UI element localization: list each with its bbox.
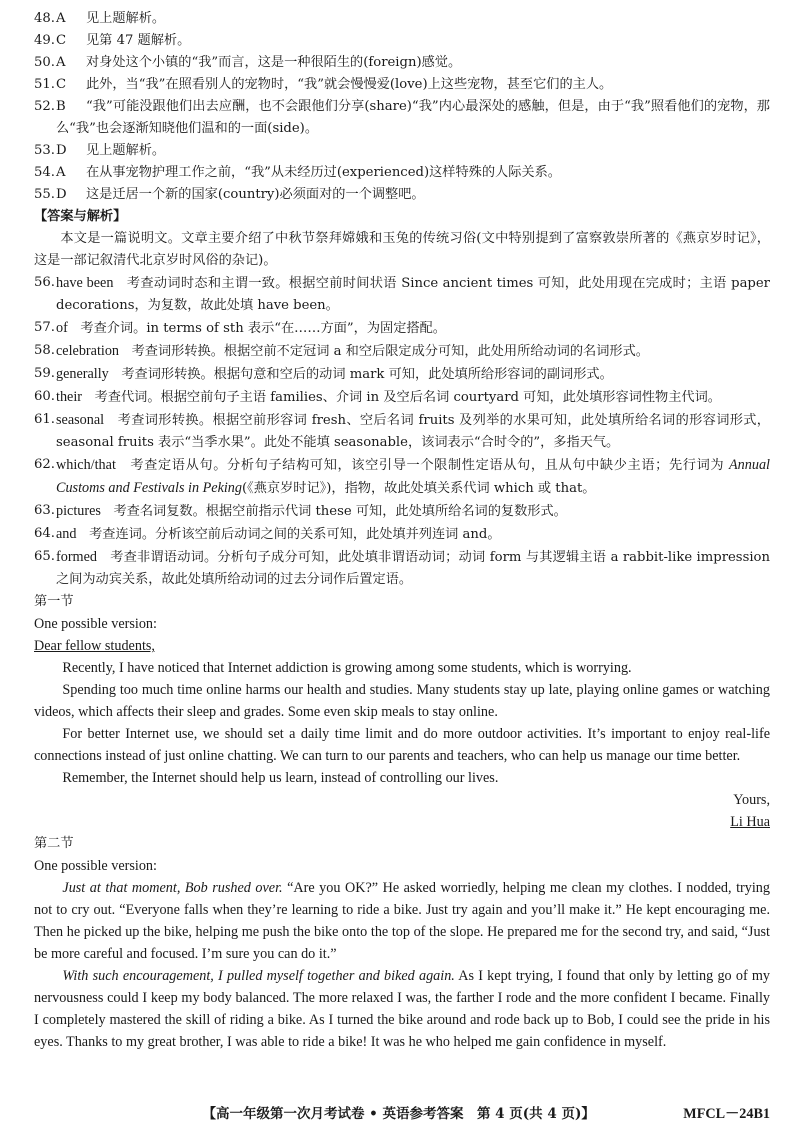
- answer-item: [34, 96, 770, 140]
- answer-item: [34, 454, 770, 500]
- answer-number: 48.: [34, 11, 55, 26]
- answer-key: their: [56, 389, 82, 405]
- answer-number: 49.: [34, 33, 55, 48]
- answer-item: [34, 546, 770, 591]
- writing-section-1: [34, 591, 770, 833]
- answer-item: [34, 363, 770, 386]
- letter-closing: Yours,: [733, 792, 770, 808]
- paragraph-opening: Just at that moment, Bob rushed over.: [62, 880, 283, 896]
- answer-letter: B: [56, 99, 66, 114]
- answer-text-tail: (《燕京岁时记》)，指物，故此处填关系代词 which 或 that。: [242, 481, 596, 496]
- story-paragraph: With such encouragement, I pulled myself together and biked again. As I kept trying, I found that only by letting go of my nervousness could I keep my body balanced. The more relaxed I was, the farther I rode and the more confident I became. Finally I completely mastered the skill of riding a bike. As I turned the bike around and rode back up to Bob, I could see the pride in his eyes. Thanks to my great brother, I was able to ride a bike! It was he who helped me gain confidence in myself.: [34, 968, 771, 1050]
- answer-text: 考查连词。分析该空前后动词之间的关系可知，此处填并列连词 and。: [89, 527, 501, 542]
- answer-text: 在从事宠物护理工作之前，“我”从未经历过(experienced)这样特殊的人际关系。: [86, 165, 561, 180]
- answer-key: have been: [56, 275, 114, 291]
- answer-key: generally: [56, 366, 109, 382]
- answer-text: 对身处这个小镇的“我”而言，这是一种很陌生的(foreign)感觉。: [86, 55, 462, 70]
- analysis-heading: 【答案与解析】: [34, 209, 127, 224]
- analysis-intro: 本文是一篇说明文。文章主要介绍了中秋节祭拜嫦娥和玉兔的传统习俗(文中特别提到了富察敦崇所著的《燕京岁时记》，这是一部记叙清代北京岁时风俗的杂记)。: [34, 231, 770, 268]
- answer-item: [34, 409, 770, 454]
- answers-top-list: [34, 8, 770, 206]
- answer-item: [34, 184, 770, 206]
- answer-key: and: [56, 526, 77, 542]
- answer-letter: A: [56, 11, 66, 26]
- answer-number: 63.: [34, 503, 55, 518]
- answer-number: 58.: [34, 343, 55, 358]
- footer-code: MFCL－24B1: [683, 1106, 770, 1122]
- answer-item: [34, 30, 770, 52]
- story-paragraph: Just at that moment, Bob rushed over. “Are you OK?” He asked worriedly, helping me clean my clothes. I nodded, trying not to cry out. “Everyone falls when they’re learning to ride a bike. Just try again and you’ll make it.” He kept encouraging me. Then he picked up the bike, helping me push the bike onto the top of the slope. He prepared me for the second try, and said, “Just be more careful and focused. I’m sure you can do it.”: [34, 880, 770, 962]
- answers-fill-list: [34, 272, 770, 591]
- answer-text: 考查词形转换。根据空前形容词 fresh、空后名词 fruits 及列举的水果可知，此处填所给名词的形容词形式，seasonal fruits 表示“当季水果”。此处不能填 seasonable，该词表示“合时令的”，多指天气。: [56, 413, 770, 450]
- answer-number: 59.: [34, 366, 55, 381]
- answer-number: 60.: [34, 389, 55, 404]
- answer-number: 65.: [34, 549, 55, 564]
- answer-item: [34, 140, 770, 162]
- answer-number: 52.: [34, 99, 55, 114]
- essay-paragraph: Recently, I have noticed that Internet addiction is growing among some students, which is worrying.: [62, 660, 632, 676]
- answer-number: 50.: [34, 55, 55, 70]
- answer-item: [34, 52, 770, 74]
- page-footer: [34, 1103, 770, 1125]
- answer-number: 56.: [34, 275, 55, 290]
- version-label: One possible version:: [34, 858, 157, 874]
- answer-text: 考查介词。in terms of sth 表示“在……方面”，为固定搭配。: [80, 321, 446, 336]
- essay-paragraph: Spending too much time online harms our health and studies. Many students stay up late, playing online games or watching videos, which affects their sleep and grades. Some even skip meals to stay online.: [34, 682, 770, 720]
- answer-key: of: [56, 320, 68, 336]
- answer-item: [34, 272, 770, 317]
- answer-text: 考查词形转换。根据句意和空后的动词 mark 可知，此处填所给形容词的副词形式。: [121, 367, 613, 382]
- answer-item: [34, 8, 770, 30]
- answer-text: “我”可能没跟他们出去应酬，也不会跟他们分享(share)“我”内心最深处的感触，但是，由于“我”照看他们的宠物，那么“我”也会逐渐知晓他们温和的一面(side)。: [56, 99, 770, 136]
- answer-letter: C: [56, 77, 67, 92]
- answer-key: seasonal: [56, 412, 105, 428]
- answer-item: [34, 74, 770, 96]
- section-title: 第二节: [34, 836, 74, 851]
- writing-section-2: [34, 833, 770, 1053]
- answer-text: 考查非谓语动词。分析句子成分可知，此处填非谓语动词；动词 form 与其逻辑主语 a rabbit-like impression 之间为动宾关系，故此处填所给动词的过去分词作后置定语。: [56, 550, 770, 587]
- answer-letter: C: [56, 33, 67, 48]
- answer-item: [34, 386, 770, 409]
- answer-number: 53.: [34, 143, 55, 158]
- version-label: One possible version:: [34, 616, 157, 632]
- answer-number: 51.: [34, 77, 55, 92]
- answer-text: 这是迁居一个新的国家(country)必须面对的一个调整吧。: [86, 187, 425, 202]
- answer-letter: A: [56, 55, 66, 70]
- answer-key: celebration: [56, 343, 120, 359]
- answer-number: 64.: [34, 526, 55, 541]
- letter-greeting: Dear fellow students,: [34, 638, 155, 654]
- answer-item: [34, 317, 770, 340]
- answer-text: 见上题解析。: [86, 143, 166, 158]
- answer-letter: D: [56, 143, 67, 158]
- section-title: 第一节: [34, 594, 74, 609]
- book-title: Annual Customs and Festivals in Peking: [56, 457, 770, 496]
- answer-text: 此外，当“我”在照看别人的宠物时，“我”就会慢慢爱(love)上这些宠物，甚至它们的主人。: [86, 77, 613, 92]
- answer-number: 61.: [34, 412, 55, 427]
- answer-item: [34, 340, 770, 363]
- answer-letter: D: [56, 187, 67, 202]
- answer-key: pictures: [56, 503, 101, 519]
- essay-paragraph: Remember, the Internet should help us learn, instead of controlling our lives.: [62, 770, 499, 786]
- answer-number: 62.: [34, 457, 55, 472]
- answer-text: 见第 47 题解析。: [86, 33, 191, 48]
- answer-text: 考查定语从句。分析句子结构可知，该空引导一个限制性定语从句，且从句中缺少主语；先行词为: [130, 458, 730, 473]
- answer-number: 55.: [34, 187, 55, 202]
- answer-text: 考查词形转换。根据空前不定冠词 a 和空后限定成分可知，此处用所给动词的名词形式。: [131, 344, 649, 359]
- paragraph-opening: With such encouragement, I pulled myself together and biked again.: [62, 968, 455, 984]
- answer-letter: A: [56, 165, 66, 180]
- answer-page: [34, 8, 770, 1053]
- answer-text: 考查名词复数。根据空前指示代词 these 可知，此处填所给名词的复数形式。: [113, 504, 567, 519]
- answer-text: 见上题解析。: [86, 11, 166, 26]
- answer-text: 考查代词。根据空前句子主语 families、介词 in 及空后名词 courtyard 可知，此处填形容词性物主代词。: [94, 390, 721, 405]
- answer-item: [34, 523, 770, 546]
- letter-signature: Li Hua: [730, 814, 770, 830]
- footer-title: 【高一年级第一次月考试卷 • 英语参考答案 第 4 页(共 4 页)】: [202, 1106, 595, 1122]
- answer-item: [34, 500, 770, 523]
- answer-text: 考查动词时态和主谓一致。根据空前时间状语 Since ancient times 可知，此处用现在完成时；主语 paper decorations，为复数，故此处填 have been。: [56, 276, 770, 313]
- essay-paragraph: For better Internet use, we should set a daily time limit and do more outdoor activities. It’s important to enjoy real-life connections instead of just online chatting. We can turn to our parents and teachers, who can help us manage our time better.: [34, 726, 770, 764]
- answer-number: 54.: [34, 165, 55, 180]
- answer-item: [34, 162, 770, 184]
- answer-key: which/that: [56, 457, 116, 473]
- answer-number: 57.: [34, 320, 55, 335]
- answer-key: formed: [56, 549, 97, 565]
